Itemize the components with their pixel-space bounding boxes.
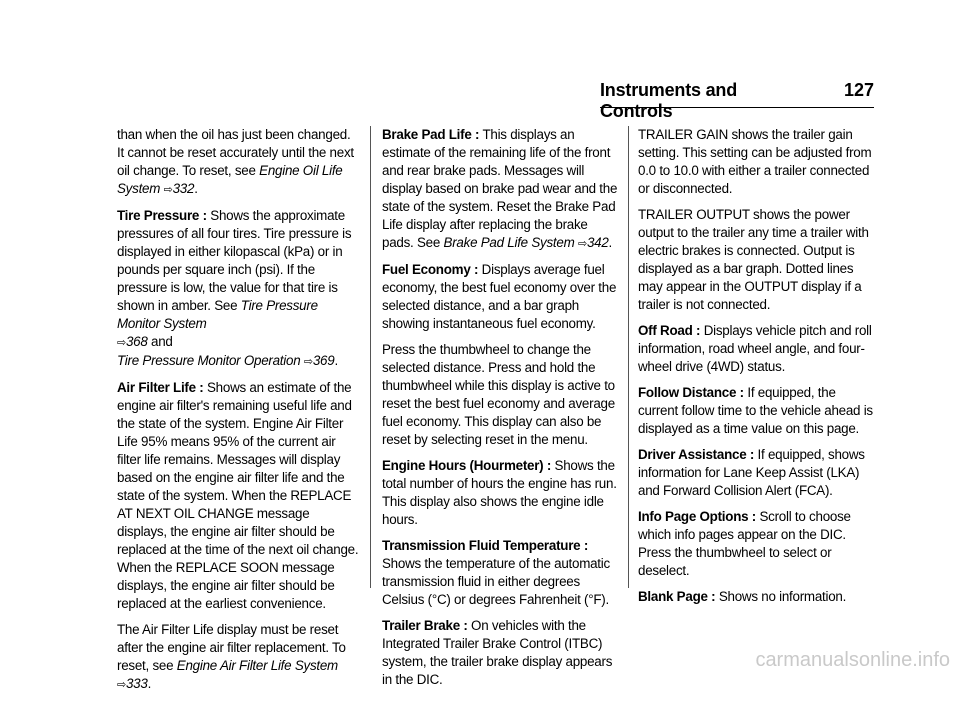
page-ref-icon: ⇨	[577, 238, 587, 250]
link-tire-pressure-monitor-operation[interactable]: Tire Pressure Monitor Operation	[117, 353, 301, 368]
term-tire-pressure: Tire Pressure :	[117, 208, 207, 223]
paragraph-air-filter-reset: The Air Filter Life display must be reset after the engine air filter replacement. To reset, see Engine Air Filter Life System ⇨333.	[117, 622, 346, 691]
paragraph-driver-assistance: Driver Assistance : If equipped, shows information for Lane Keep Assist (LKA) and Forward Collision Alert (FCA).	[638, 447, 865, 498]
paragraph-air-filter-life: Air Filter Life : Shows an estimate of the engine air filter's remaining useful life and the state of the system. Engine Air Filter Life 95% means 95% of the current air filter life remains. Messages will display based on the engine air filter life and the state of the system. When the REPLACE AT NEXT OIL CHANGE message displays, the engine air filter should be replaced at the time of the next oil change. When the REPLACE SOON message displays, the engine air filter should be replaced at the earliest convenience.	[117, 380, 359, 611]
paragraph-fuel-economy: Fuel Economy : Displays average fuel economy, the best fuel economy over the selected distance, and a bar graph showing instantaneous fuel economy.	[382, 262, 617, 331]
paragraph-off-road: Off Road : Displays vehicle pitch and roll information, road wheel angle, and four-wheel drive (4WD) status.	[638, 323, 872, 374]
term-engine-hours: Engine Hours (Hourmeter) :	[382, 458, 552, 473]
page-ref-333[interactable]: 333	[125, 676, 148, 691]
paragraph-brake-pad-life: Brake Pad Life : This displays an estimate of the remaining life of the front and rear brake pads. Messages will display based on brake pad wear and the state of the system. Reset the Brake Pad Life display after replacing the brake pads. See Brake Pad Life System ⇨342.	[382, 127, 618, 250]
page-ref-368[interactable]: 368	[125, 334, 148, 349]
paragraph-trailer-output: TRAILER OUTPUT shows the power output to the trailer any time a trailer with electric brakes is connected. Output is displayed as a bar graph. Dotted lines may appear in the OUTPUT display if a trailer is not connected.	[638, 207, 869, 312]
term-air-filter-life: Air Filter Life :	[117, 380, 204, 395]
paragraph-transmission-fluid: Transmission Fluid Temperature : Shows the temperature of the automatic transmission fluid in either degrees Celsius (°C) or degrees Fahrenheit (°F).	[382, 538, 610, 607]
page-number: 127	[843, 80, 874, 100]
column-divider	[628, 126, 629, 588]
page-ref-342[interactable]: 342	[586, 235, 609, 250]
column-left	[117, 126, 360, 702]
page-ref-icon: ⇨	[117, 337, 126, 349]
column-divider	[370, 126, 371, 588]
paragraph-tire-pressure: Tire Pressure : Shows the approximate pressures of all four tires. Tire pressure is displayed in either kilopascal (kPa) or in pounds per square inch (psi). If the pressure is low, the value for that tire is shown in amber. See Tire Pressure Monitor System ⇨368 and Tire Pressure Monitor Operation ⇨369.	[117, 208, 352, 368]
watermark: carmanualsonline.info	[755, 649, 950, 671]
page-ref-icon: ⇨	[303, 356, 313, 368]
link-tire-pressure-monitor-system[interactable]: Tire Pressure Monitor System	[117, 298, 318, 331]
paragraph-engine-hours: Engine Hours (Hourmeter) : Shows the total number of hours the engine has run. This display also shows the engine idle hours.	[382, 458, 617, 527]
link-engine-oil-life-system[interactable]: Engine Oil Life System	[117, 163, 343, 196]
column-right	[638, 126, 878, 614]
paragraph-thumbwheel: Press the thumbwheel to change the selected distance. Press and hold the thumbwheel while this display is active to reset the best fuel economy and average fuel economy. This display can also be reset by selecting reset in the menu.	[382, 342, 615, 447]
page-header	[600, 80, 874, 121]
term-transmission-fluid-temperature: Transmission Fluid Temperature :	[382, 538, 589, 553]
term-off-road: Off Road :	[638, 323, 701, 338]
term-info-page-options: Info Page Options :	[638, 509, 756, 524]
term-fuel-economy: Fuel Economy :	[382, 262, 479, 277]
paragraph-trailer-gain: TRAILER GAIN shows the trailer gain setting. This setting can be adjusted from 0.0 to 10.0 with either a trailer connected or disconnected.	[638, 127, 872, 196]
term-follow-distance: Follow Distance :	[638, 385, 744, 400]
term-brake-pad-life: Brake Pad Life :	[382, 127, 480, 142]
header-rule	[600, 107, 874, 108]
paragraph-blank-page: Blank Page : Shows no information.	[638, 589, 847, 604]
link-brake-pad-life-system[interactable]: Brake Pad Life System	[443, 235, 575, 250]
page-ref-369[interactable]: 369	[312, 353, 335, 368]
paragraph-follow-distance: Follow Distance : If equipped, the current follow time to the vehicle ahead is displayed as a time value on this page.	[638, 385, 873, 436]
page-ref-icon: ⇨	[163, 184, 173, 196]
term-trailer-brake: Trailer Brake :	[382, 618, 468, 633]
paragraph-info-page-options: Info Page Options : Scroll to choose which info pages appear on the DIC. Press the thumbwheel to select or deselect.	[638, 509, 851, 578]
page-ref-332[interactable]: 332	[172, 181, 195, 196]
paragraph-oil-life: than when the oil has just been changed. It cannot be reset accurately until the next oil change. To reset, see Engine Oil Life System ⇨332.	[117, 127, 354, 196]
page-ref-icon: ⇨	[117, 679, 126, 691]
section-title: Instruments and Controls	[600, 80, 738, 121]
term-driver-assistance: Driver Assistance :	[638, 447, 755, 462]
link-engine-air-filter-life-system[interactable]: Engine Air Filter Life System	[176, 658, 338, 673]
column-middle	[382, 126, 620, 697]
term-blank-page: Blank Page :	[638, 589, 716, 604]
paragraph-trailer-brake: Trailer Brake : On vehicles with the Integrated Trailer Brake Control (ITBC) system, the trailer brake display appears in the DIC.	[382, 618, 613, 687]
